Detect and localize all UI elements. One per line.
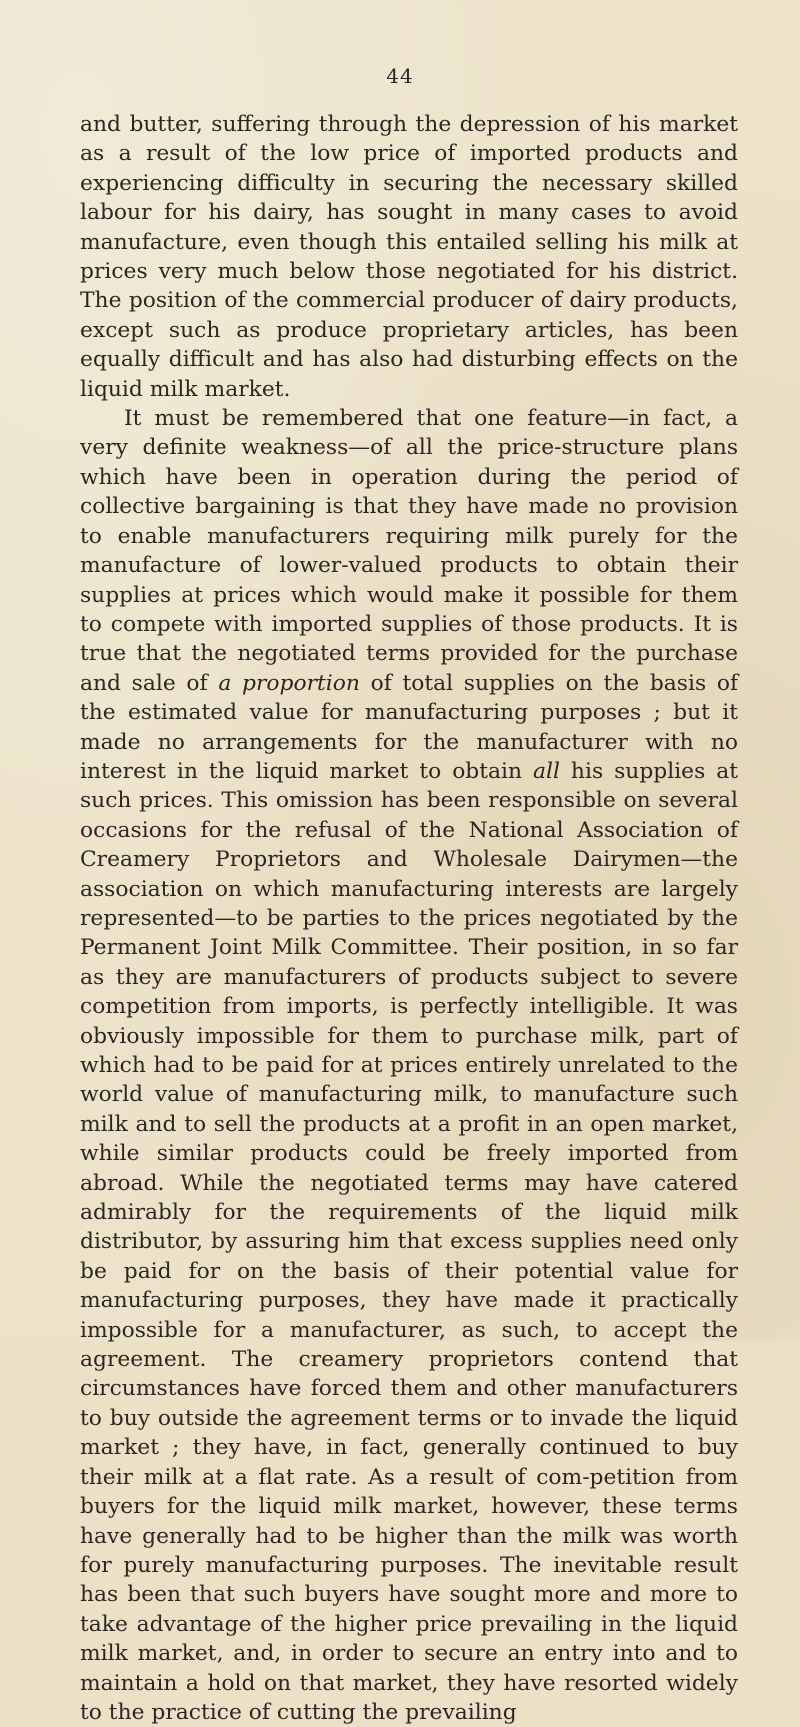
emphasis-all: all — [533, 758, 560, 784]
page-number: 44 — [386, 64, 414, 88]
body-text — [80, 110, 738, 1727]
paragraph-2-text-b: of total supplies on the basis of the estimated value for manufacturing purposes ; but it made no arrangements for the manufacturer with no interest in the liquid market to obtain — [80, 670, 739, 784]
paragraph-2-text-a: It must be remembered that one feature—in fact, a very definite weakness—of all the price-structure plans which have been in operation during the period of collective bargaining is that they have made no provision to enable manufacturers requiring milk purely for the manufacture of lower-valued products to obtain their supplies at prices which would make it possible for them to compete with imported supplies of those products. It is true that the negotiated terms provided for the purchase and sale of — [80, 406, 738, 696]
paragraph-1 — [80, 110, 738, 404]
paragraph-1-text: and butter, suffering through the depression of his market as a result of the low price of imported products and experiencing difficulty in securing the necessary skilled labour for his dairy, has sought in many cases to avoid manufacture, even though this entailed selling his milk at prices very much below those negotiated for his district. The position of the commercial producer of dairy products, except such as produce proprietary articles, has been equally difficult and has also had disturbing effects on the liquid milk market. — [80, 112, 738, 402]
paragraph-2 — [80, 404, 738, 1727]
paragraph-2-text-c: his supplies at such prices. This omission has been responsible on several occasions for the refusal of the National Association of Creamery Proprietors and Wholesale Dairymen—the association on which manufacturing interests are largely represented—to be parties to the prices negotiated by the Permanent Joint Milk Committee. Their position, in so far as they are manufacturers of products subject to severe competition from imports, is perfectly intelligible. It was obviously impossible for them to purchase milk, part of which had to be paid for at prices entirely unrelated to the world value of manufacturing milk, to manufacture such milk and to sell the products at a profit in an open market, while similar products could be freely imported from abroad. While the negotiated terms may have catered admirably for the requirements of the liquid milk distributor, by assuring him that excess supplies need only be paid for on the basis of their potential value for manufacturing purposes, they have made it practically impossible for a manufacturer, as such, to accept the agreement. The creamery proprietors contend that circumstances have forced them and other manufacturers to buy outside the agreement terms or to invade the liquid market ; they have, in fact, generally continued to buy their milk at a flat rate. As a result of com-petition from buyers for the liquid milk market, however, these terms have generally had to be higher than the milk was worth for purely manufacturing purposes. The inevitable result has been that such buyers have sought more and more to take advantage of the higher price prevailing in the liquid milk market, and, in order to secure an entry into and to maintain a hold on that market, they have resorted widely to the practice of cutting the prevailing — [80, 758, 738, 1725]
emphasis-a-proportion: a proportion — [218, 670, 360, 696]
